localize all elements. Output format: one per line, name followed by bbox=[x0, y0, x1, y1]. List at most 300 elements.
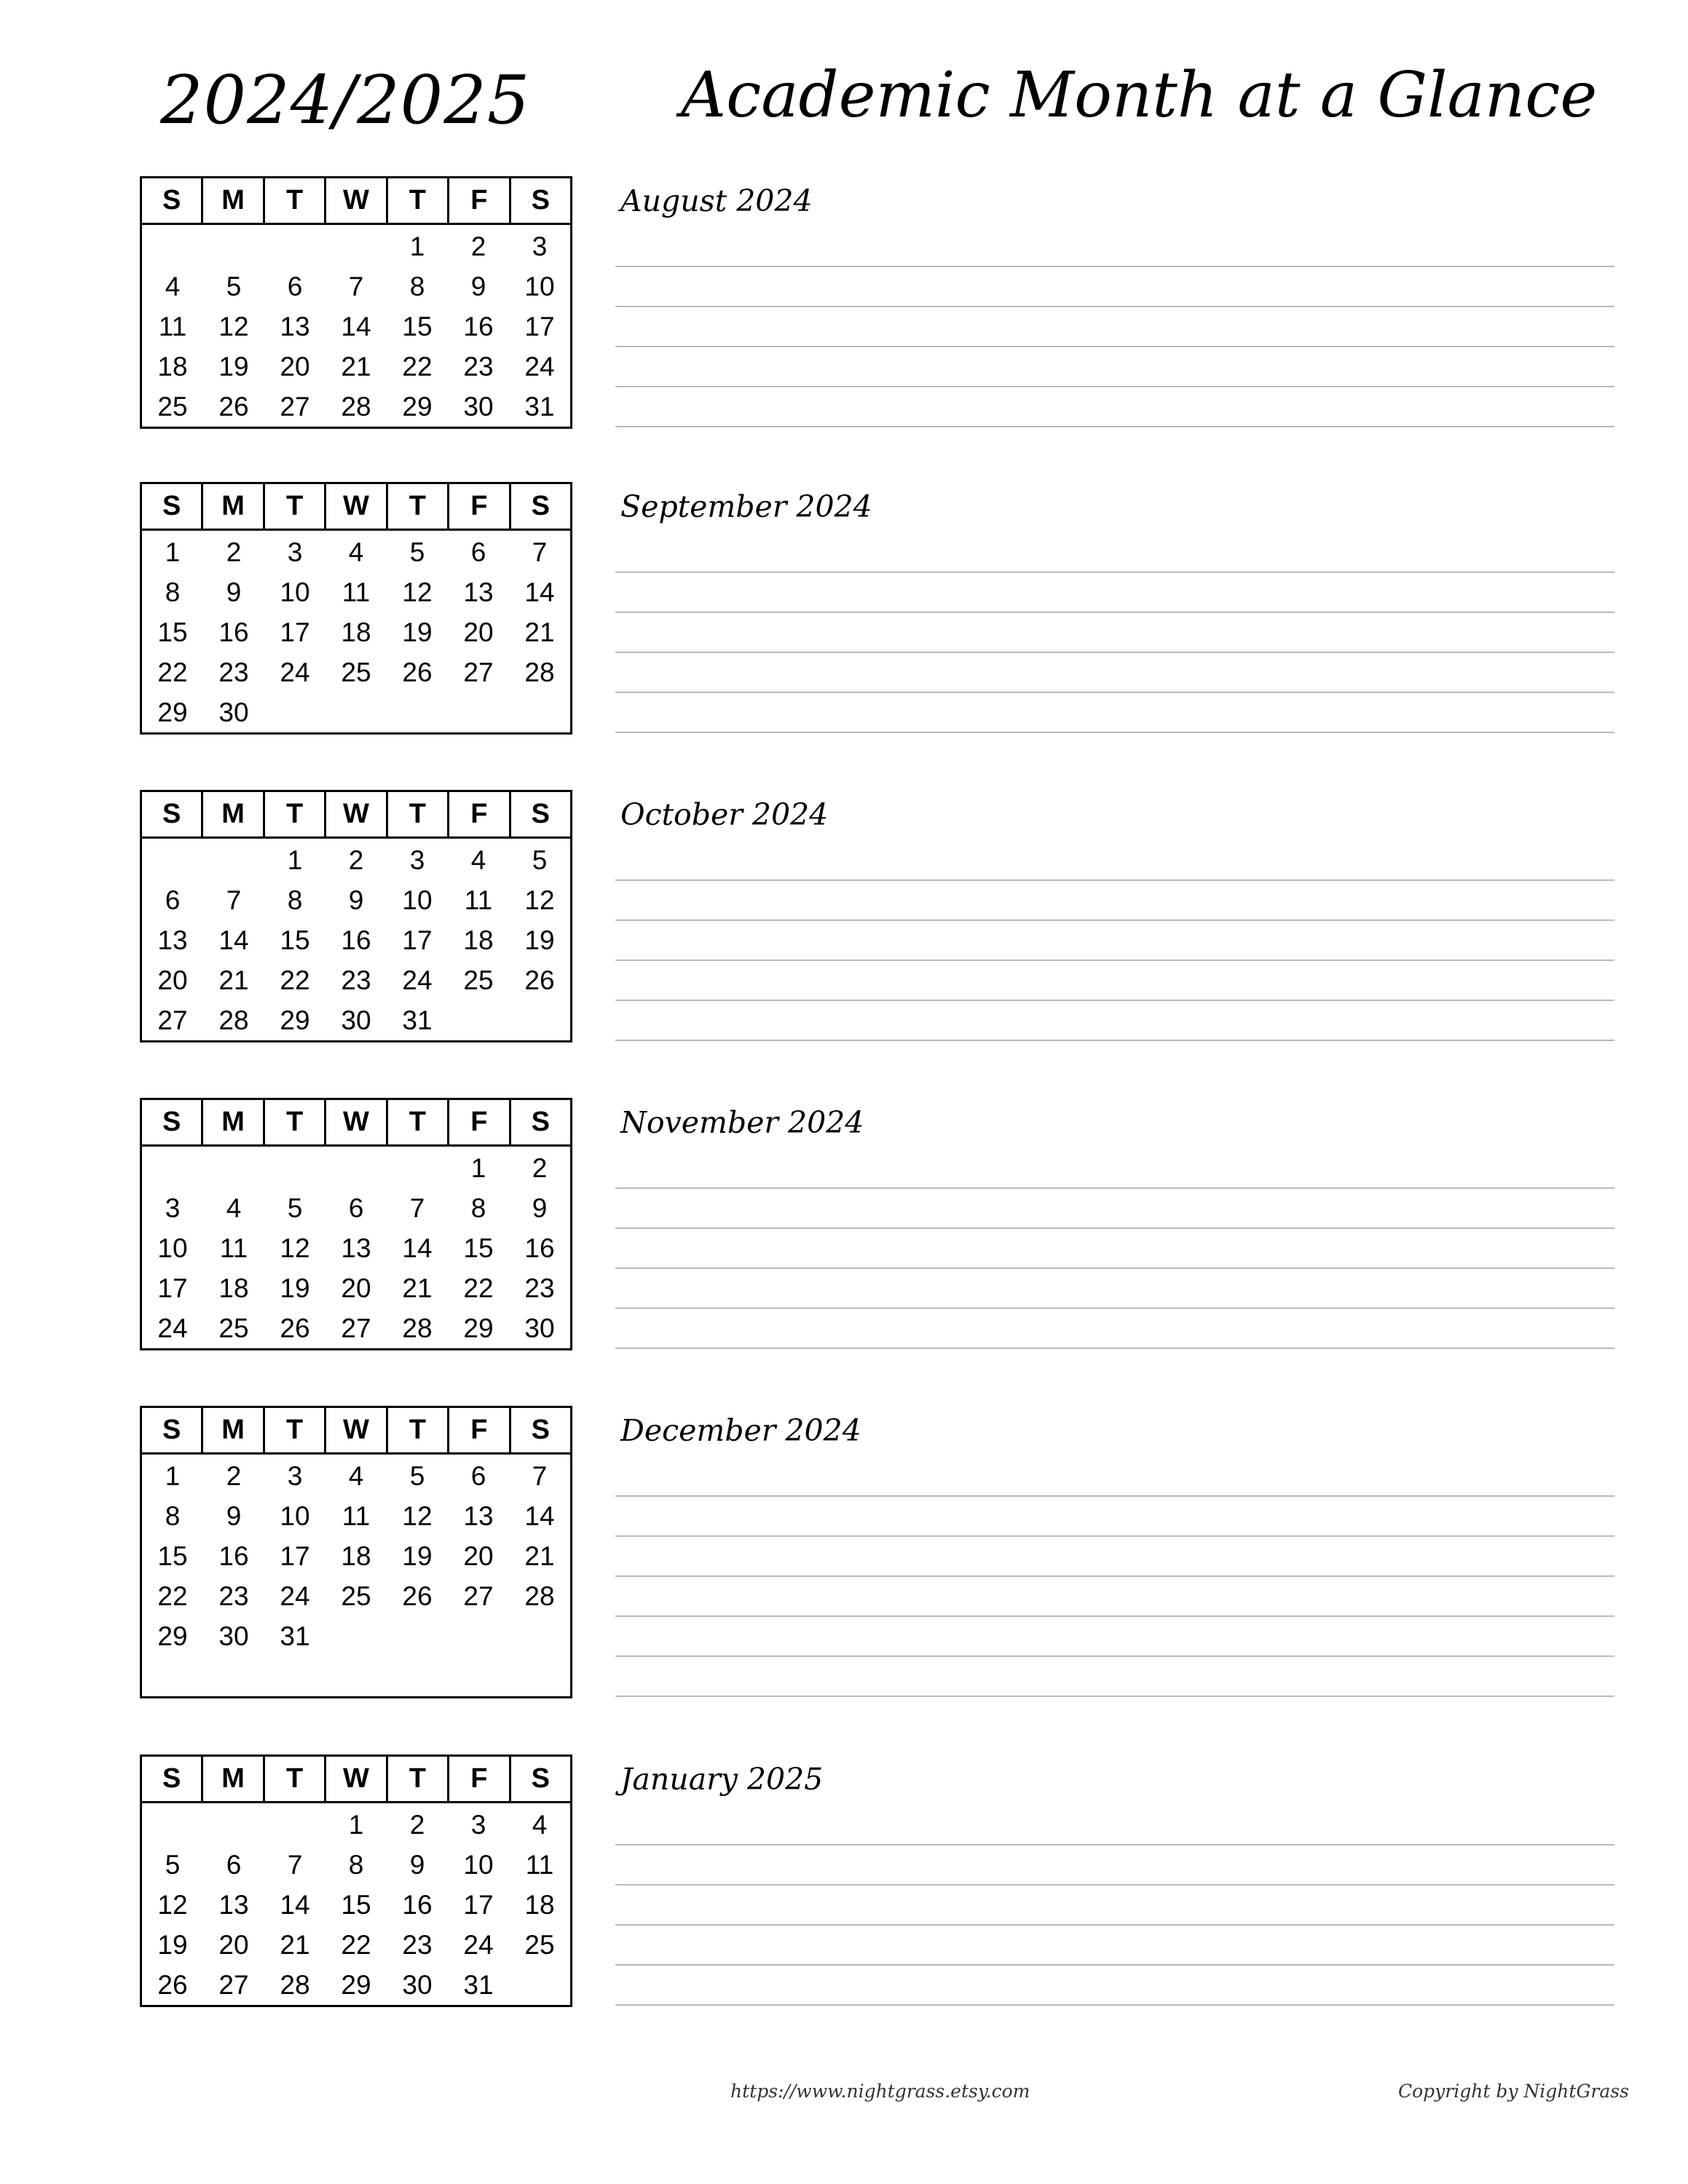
day-cell bbox=[326, 226, 387, 266]
day-cell: 7 bbox=[287, 1849, 303, 1880]
day-cell bbox=[142, 1148, 203, 1188]
day-cell: 23 bbox=[524, 1273, 555, 1303]
day-cell: 18 bbox=[524, 1889, 555, 1920]
weekday-header-row bbox=[142, 1100, 570, 1147]
month-name: August 2024 bbox=[620, 183, 813, 218]
note-line[interactable] bbox=[615, 266, 1614, 267]
day-cell bbox=[264, 692, 326, 732]
weekday-header-cell: F bbox=[449, 1100, 510, 1144]
day-cell: 24 bbox=[463, 1929, 494, 1960]
note-line[interactable] bbox=[615, 612, 1614, 613]
day-cell: 29 bbox=[157, 697, 188, 727]
week-row bbox=[142, 1925, 570, 1965]
weekday-header-cell: F bbox=[449, 1757, 510, 1801]
month-name: November 2024 bbox=[620, 1105, 864, 1140]
day-cell: 20 bbox=[218, 1929, 249, 1960]
week-row bbox=[142, 347, 570, 387]
day-cell: 7 bbox=[532, 537, 548, 567]
day-cell: 2 bbox=[470, 231, 486, 261]
day-cell bbox=[142, 226, 203, 266]
day-cell: 24 bbox=[524, 351, 555, 381]
day-cell: 7 bbox=[532, 1460, 548, 1491]
day-cell: 1 bbox=[165, 537, 181, 567]
month-name: September 2024 bbox=[620, 489, 872, 524]
day-cell: 20 bbox=[341, 1273, 371, 1303]
day-cell bbox=[509, 1656, 570, 1696]
day-cell: 15 bbox=[402, 311, 433, 341]
day-cell: 21 bbox=[524, 617, 555, 647]
day-cell: 9 bbox=[409, 1849, 425, 1880]
day-cell: 15 bbox=[157, 617, 188, 647]
note-line[interactable] bbox=[615, 652, 1614, 653]
day-cell: 27 bbox=[463, 1580, 494, 1611]
day-cell: 17 bbox=[524, 311, 555, 341]
note-line[interactable] bbox=[615, 1575, 1614, 1577]
day-cell: 7 bbox=[226, 885, 242, 915]
day-cell: 8 bbox=[287, 885, 303, 915]
weekday-header-cell: T bbox=[265, 1100, 326, 1144]
day-cell: 24 bbox=[280, 1580, 310, 1611]
day-cell: 29 bbox=[402, 391, 433, 422]
day-cell: 24 bbox=[402, 965, 433, 995]
day-cell: 2 bbox=[226, 1460, 242, 1491]
day-cell: 22 bbox=[157, 1580, 188, 1611]
day-cell: 9 bbox=[532, 1192, 548, 1223]
day-cell: 21 bbox=[402, 1273, 433, 1303]
week-row bbox=[142, 840, 570, 880]
day-cell: 27 bbox=[280, 391, 310, 422]
day-cell: 31 bbox=[402, 1005, 433, 1035]
day-cell: 8 bbox=[409, 271, 425, 301]
day-cell: 11 bbox=[158, 311, 187, 341]
week-row bbox=[142, 266, 570, 306]
day-cell: 24 bbox=[157, 1313, 188, 1343]
note-line[interactable] bbox=[615, 1884, 1614, 1886]
day-cell: 19 bbox=[402, 617, 433, 647]
week-row bbox=[142, 1885, 570, 1925]
week-row bbox=[142, 1656, 570, 1696]
weekday-header-cell: M bbox=[203, 1408, 264, 1452]
mini-calendar bbox=[140, 1406, 572, 1698]
day-cell: 28 bbox=[341, 391, 371, 422]
day-cell: 26 bbox=[524, 965, 555, 995]
day-cell: 1 bbox=[348, 1809, 364, 1840]
day-cell: 8 bbox=[470, 1192, 486, 1223]
day-cell bbox=[326, 692, 387, 732]
week-row bbox=[142, 1845, 570, 1885]
day-cell: 18 bbox=[341, 1540, 371, 1571]
note-line[interactable] bbox=[615, 571, 1614, 573]
week-row bbox=[142, 1965, 570, 2005]
day-cell: 10 bbox=[280, 577, 310, 607]
note-line[interactable] bbox=[615, 1187, 1614, 1189]
weekday-header-row bbox=[142, 1408, 570, 1455]
weekday-header-cell: T bbox=[388, 1757, 449, 1801]
day-cell: 31 bbox=[463, 1969, 494, 2000]
day-cell: 26 bbox=[157, 1969, 188, 2000]
academic-year-title: 2024/2025 bbox=[160, 61, 531, 139]
day-cell: 21 bbox=[218, 965, 249, 995]
day-cell: 28 bbox=[524, 657, 555, 687]
day-cell: 6 bbox=[287, 271, 303, 301]
week-row bbox=[142, 572, 570, 612]
week-row bbox=[142, 387, 570, 427]
day-cell: 8 bbox=[348, 1849, 364, 1880]
day-cell: 12 bbox=[157, 1889, 188, 1920]
day-cell: 10 bbox=[402, 885, 433, 915]
weekday-header-cell: T bbox=[388, 792, 449, 836]
day-cell bbox=[264, 226, 326, 266]
day-cell: 28 bbox=[280, 1969, 310, 2000]
note-line[interactable] bbox=[615, 919, 1614, 921]
day-cell bbox=[509, 1616, 570, 1656]
day-cell: 29 bbox=[280, 1005, 310, 1035]
weekday-header-cell: W bbox=[326, 1408, 387, 1452]
day-cell: 10 bbox=[524, 271, 555, 301]
note-line[interactable] bbox=[615, 1696, 1614, 1697]
weekday-header-cell: S bbox=[531, 185, 550, 215]
day-cell: 10 bbox=[280, 1500, 310, 1531]
note-line[interactable] bbox=[615, 1040, 1614, 1041]
day-cell: 26 bbox=[280, 1313, 310, 1343]
week-row bbox=[142, 226, 570, 266]
mini-calendar bbox=[140, 1754, 572, 2007]
weekday-header-cell: T bbox=[265, 484, 326, 529]
day-cell: 26 bbox=[402, 657, 433, 687]
weekday-header-cell: W bbox=[326, 178, 387, 223]
day-cell: 18 bbox=[218, 1273, 249, 1303]
day-cell: 1 bbox=[409, 231, 425, 261]
note-line[interactable] bbox=[615, 732, 1614, 733]
day-cell: 23 bbox=[218, 1580, 249, 1611]
day-cell bbox=[509, 692, 570, 732]
day-cell bbox=[203, 1148, 264, 1188]
day-cell: 13 bbox=[218, 1889, 249, 1920]
day-cell: 17 bbox=[280, 1540, 310, 1571]
weekday-header-cell: M bbox=[203, 1100, 264, 1144]
page-title: Academic Month at a Glance bbox=[681, 59, 1598, 132]
day-cell: 26 bbox=[402, 1580, 433, 1611]
day-cell: 21 bbox=[524, 1540, 555, 1571]
day-cell: 17 bbox=[463, 1889, 494, 1920]
note-line[interactable] bbox=[615, 306, 1614, 307]
day-cell: 6 bbox=[226, 1849, 242, 1880]
day-cell: 17 bbox=[402, 925, 433, 955]
footer-copyright: Copyright by NightGrass bbox=[1398, 2081, 1629, 2102]
month-name: January 2025 bbox=[620, 1762, 824, 1797]
day-cell: 26 bbox=[218, 391, 249, 422]
note-line[interactable] bbox=[615, 1227, 1614, 1229]
day-cell: 5 bbox=[226, 271, 242, 301]
day-cell: 6 bbox=[470, 1460, 486, 1491]
day-cell: 31 bbox=[280, 1621, 310, 1651]
day-cell: 25 bbox=[463, 965, 494, 995]
day-cell: 31 bbox=[524, 391, 555, 422]
day-cell: 14 bbox=[402, 1233, 433, 1263]
day-cell: 5 bbox=[287, 1192, 303, 1223]
day-cell: 22 bbox=[341, 1929, 371, 1960]
day-cell: 17 bbox=[280, 617, 310, 647]
day-cell: 18 bbox=[463, 925, 494, 955]
day-cell: 6 bbox=[165, 885, 181, 915]
day-cell: 17 bbox=[157, 1273, 188, 1303]
week-row bbox=[142, 532, 570, 572]
weekday-header-cell: F bbox=[449, 1408, 510, 1452]
day-cell: 18 bbox=[341, 617, 371, 647]
day-cell: 15 bbox=[157, 1540, 188, 1571]
day-cell: 12 bbox=[218, 311, 249, 341]
day-cell: 4 bbox=[226, 1192, 242, 1223]
calendar-days bbox=[142, 1147, 570, 1348]
day-cell: 20 bbox=[157, 965, 188, 995]
month-name: October 2024 bbox=[620, 797, 829, 832]
day-cell: 30 bbox=[218, 697, 249, 727]
weekday-header-cell: F bbox=[449, 484, 510, 529]
note-line[interactable] bbox=[615, 2004, 1614, 2006]
day-cell: 9 bbox=[470, 271, 486, 301]
day-cell: 10 bbox=[463, 1849, 494, 1880]
day-cell: 13 bbox=[341, 1233, 371, 1263]
weekday-header-cell: W bbox=[326, 1757, 387, 1801]
day-cell: 25 bbox=[157, 391, 188, 422]
week-row bbox=[142, 960, 570, 1000]
day-cell: 28 bbox=[524, 1580, 555, 1611]
day-cell: 27 bbox=[157, 1005, 188, 1035]
day-cell: 1 bbox=[287, 844, 303, 875]
week-row bbox=[142, 612, 570, 652]
day-cell: 30 bbox=[402, 1969, 433, 2000]
day-cell: 30 bbox=[218, 1621, 249, 1651]
day-cell: 22 bbox=[463, 1273, 494, 1303]
weekday-header-cell: S bbox=[142, 1408, 203, 1452]
day-cell: 3 bbox=[165, 1192, 181, 1223]
day-cell: 28 bbox=[402, 1313, 433, 1343]
day-cell: 21 bbox=[280, 1929, 310, 1960]
day-cell: 5 bbox=[532, 844, 548, 875]
weekday-header-cell: S bbox=[531, 1415, 550, 1445]
weekday-header-cell: T bbox=[388, 1100, 449, 1144]
day-cell: 19 bbox=[218, 351, 249, 381]
week-row bbox=[142, 1000, 570, 1040]
day-cell bbox=[326, 1616, 387, 1656]
day-cell: 16 bbox=[341, 925, 371, 955]
day-cell: 19 bbox=[402, 1540, 433, 1571]
weekday-header-cell: S bbox=[531, 1107, 550, 1137]
day-cell bbox=[264, 1805, 326, 1845]
day-cell: 9 bbox=[226, 1500, 242, 1531]
day-cell bbox=[203, 840, 264, 880]
footer-url: https://www.nightgrass.etsy.com bbox=[730, 2081, 1030, 2102]
week-row bbox=[142, 880, 570, 920]
day-cell: 30 bbox=[341, 1005, 371, 1035]
day-cell: 25 bbox=[524, 1929, 555, 1960]
day-cell: 22 bbox=[402, 351, 433, 381]
day-cell: 2 bbox=[532, 1152, 548, 1183]
weekday-header-cell: S bbox=[142, 792, 203, 836]
note-line[interactable] bbox=[615, 1348, 1614, 1349]
weekday-header-row bbox=[142, 1757, 570, 1803]
week-row bbox=[142, 692, 570, 732]
note-line[interactable] bbox=[615, 1844, 1614, 1845]
day-cell: 16 bbox=[524, 1233, 555, 1263]
day-cell bbox=[509, 1000, 570, 1040]
day-cell bbox=[387, 1616, 448, 1656]
day-cell: 16 bbox=[402, 1889, 433, 1920]
week-row bbox=[142, 1496, 570, 1536]
note-line[interactable] bbox=[615, 692, 1614, 693]
note-line[interactable] bbox=[615, 1267, 1614, 1269]
day-cell: 12 bbox=[402, 577, 433, 607]
day-cell: 4 bbox=[532, 1809, 548, 1840]
day-cell: 6 bbox=[348, 1192, 364, 1223]
day-cell: 11 bbox=[525, 1849, 554, 1880]
day-cell: 27 bbox=[463, 657, 494, 687]
day-cell: 14 bbox=[524, 577, 555, 607]
weekday-header-row bbox=[142, 484, 570, 531]
day-cell bbox=[264, 1148, 326, 1188]
day-cell: 30 bbox=[463, 391, 494, 422]
day-cell: 4 bbox=[470, 844, 486, 875]
day-cell: 2 bbox=[348, 844, 364, 875]
weekday-header-cell: W bbox=[326, 792, 387, 836]
weekday-header-cell: W bbox=[326, 1100, 387, 1144]
note-line[interactable] bbox=[615, 386, 1614, 387]
mini-calendar bbox=[140, 790, 572, 1042]
weekday-header-cell: T bbox=[388, 1408, 449, 1452]
weekday-header-cell: S bbox=[531, 1763, 550, 1794]
day-cell: 23 bbox=[218, 657, 249, 687]
calendar-days bbox=[142, 531, 570, 732]
day-cell: 11 bbox=[342, 577, 371, 607]
day-cell: 3 bbox=[409, 844, 425, 875]
day-cell bbox=[142, 1805, 203, 1845]
day-cell: 11 bbox=[219, 1233, 248, 1263]
day-cell: 12 bbox=[402, 1500, 433, 1531]
weekday-header-cell: M bbox=[203, 792, 264, 836]
week-row bbox=[142, 1536, 570, 1576]
day-cell: 16 bbox=[463, 311, 494, 341]
day-cell: 30 bbox=[524, 1313, 555, 1343]
weekday-header-cell: F bbox=[449, 792, 510, 836]
day-cell: 20 bbox=[463, 617, 494, 647]
day-cell: 6 bbox=[470, 537, 486, 567]
day-cell: 5 bbox=[409, 1460, 425, 1491]
day-cell: 25 bbox=[218, 1313, 249, 1343]
note-line[interactable] bbox=[615, 1655, 1614, 1657]
day-cell: 19 bbox=[157, 1929, 188, 1960]
day-cell: 14 bbox=[280, 1889, 310, 1920]
day-cell: 11 bbox=[342, 1500, 371, 1531]
day-cell: 4 bbox=[348, 537, 364, 567]
week-row bbox=[142, 1268, 570, 1308]
note-line[interactable] bbox=[615, 1000, 1614, 1001]
note-line[interactable] bbox=[615, 1535, 1614, 1537]
note-line[interactable] bbox=[615, 960, 1614, 961]
day-cell: 2 bbox=[409, 1809, 425, 1840]
weekday-header-cell: T bbox=[265, 792, 326, 836]
day-cell: 11 bbox=[464, 885, 493, 915]
week-row bbox=[142, 1308, 570, 1348]
note-line[interactable] bbox=[615, 1307, 1614, 1309]
mini-calendar bbox=[140, 1098, 572, 1350]
day-cell: 27 bbox=[341, 1313, 371, 1343]
day-cell bbox=[142, 1656, 203, 1696]
weekday-header-cell: F bbox=[449, 178, 510, 223]
day-cell: 20 bbox=[463, 1540, 494, 1571]
calendar-days bbox=[142, 1803, 570, 2005]
weekday-header-cell: T bbox=[265, 178, 326, 223]
weekday-header-row bbox=[142, 178, 570, 225]
month-name: December 2024 bbox=[620, 1413, 861, 1448]
note-line[interactable] bbox=[615, 879, 1614, 881]
day-cell: 14 bbox=[341, 311, 371, 341]
day-cell: 3 bbox=[470, 1809, 486, 1840]
note-line[interactable] bbox=[615, 1615, 1614, 1617]
day-cell: 3 bbox=[532, 231, 548, 261]
calendar-days bbox=[142, 839, 570, 1040]
day-cell: 12 bbox=[280, 1233, 310, 1263]
weekday-header-cell: S bbox=[142, 484, 203, 529]
day-cell: 4 bbox=[165, 271, 181, 301]
note-line[interactable] bbox=[615, 1495, 1614, 1497]
day-cell: 16 bbox=[218, 1540, 249, 1571]
weekday-header-cell: T bbox=[265, 1757, 326, 1801]
day-cell: 14 bbox=[218, 925, 249, 955]
day-cell: 22 bbox=[157, 657, 188, 687]
day-cell bbox=[448, 692, 509, 732]
week-row bbox=[142, 306, 570, 347]
week-row bbox=[142, 1188, 570, 1228]
day-cell bbox=[264, 1656, 326, 1696]
day-cell: 10 bbox=[157, 1233, 188, 1263]
calendar-days bbox=[142, 225, 570, 427]
day-cell bbox=[203, 1805, 264, 1845]
note-line[interactable] bbox=[615, 426, 1614, 427]
note-line[interactable] bbox=[615, 1964, 1614, 1966]
week-row bbox=[142, 1616, 570, 1656]
weekday-header-cell: M bbox=[203, 1757, 264, 1801]
calendar-days bbox=[142, 1455, 570, 1696]
day-cell: 5 bbox=[409, 537, 425, 567]
weekday-header-cell: S bbox=[531, 799, 550, 829]
day-cell: 1 bbox=[470, 1152, 486, 1183]
day-cell bbox=[448, 1616, 509, 1656]
note-line[interactable] bbox=[615, 346, 1614, 347]
day-cell: 15 bbox=[463, 1233, 494, 1263]
weekday-header-cell: S bbox=[142, 1100, 203, 1144]
day-cell: 8 bbox=[165, 1500, 181, 1531]
day-cell: 14 bbox=[524, 1500, 555, 1531]
day-cell bbox=[387, 1148, 448, 1188]
day-cell: 25 bbox=[341, 1580, 371, 1611]
day-cell: 23 bbox=[463, 351, 494, 381]
day-cell bbox=[509, 1965, 570, 2005]
day-cell bbox=[203, 226, 264, 266]
note-line[interactable] bbox=[615, 1924, 1614, 1926]
day-cell: 29 bbox=[157, 1621, 188, 1651]
day-cell bbox=[142, 840, 203, 880]
weekday-header-cell: M bbox=[203, 484, 264, 529]
day-cell bbox=[326, 1148, 387, 1188]
weekday-header-cell: T bbox=[388, 484, 449, 529]
day-cell: 29 bbox=[463, 1313, 494, 1343]
mini-calendar bbox=[140, 176, 572, 429]
week-row bbox=[142, 920, 570, 960]
day-cell: 13 bbox=[463, 1500, 494, 1531]
weekday-header-cell: W bbox=[326, 484, 387, 529]
day-cell: 7 bbox=[348, 271, 364, 301]
day-cell bbox=[326, 1656, 387, 1696]
